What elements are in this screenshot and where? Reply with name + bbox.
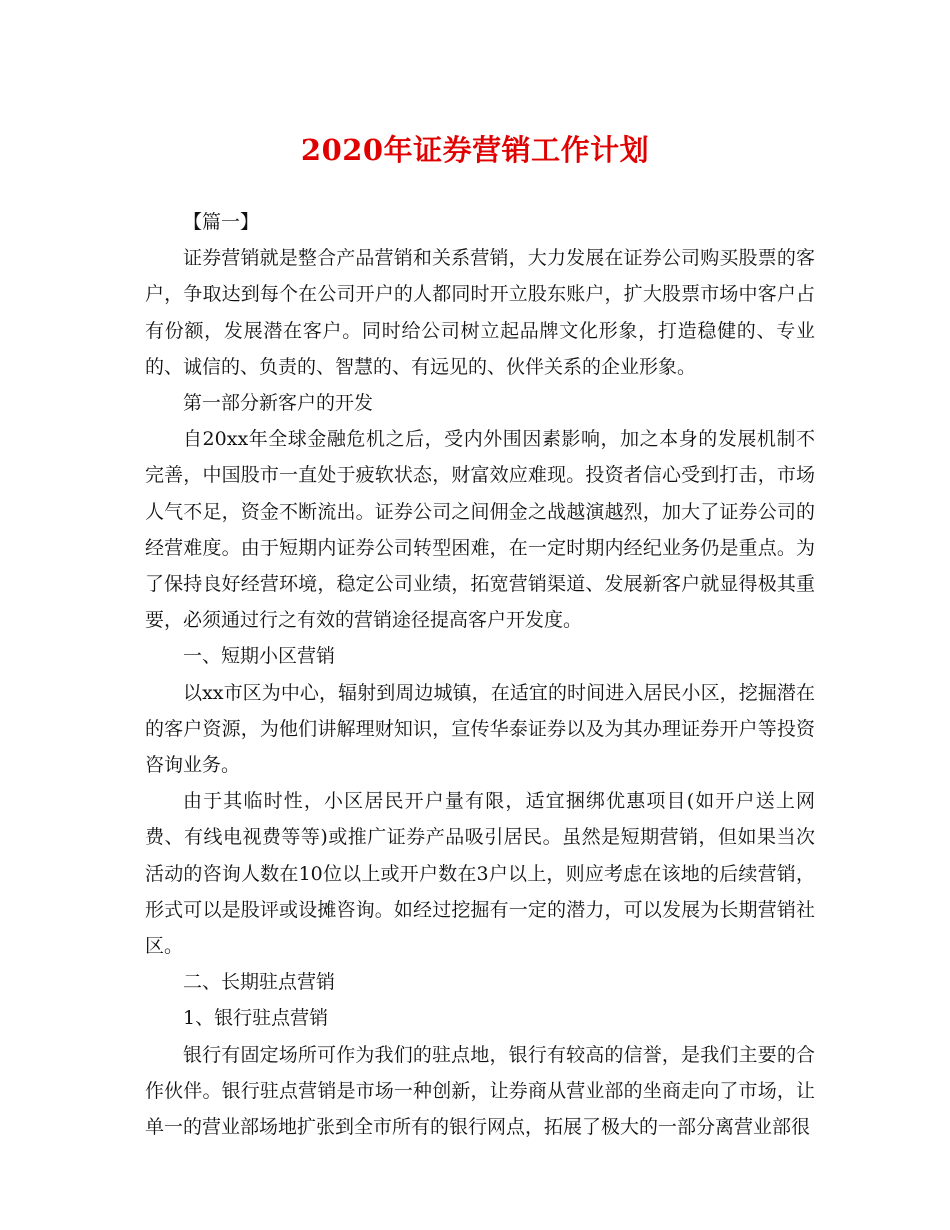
section-heading: 二、长期驻点营销 bbox=[183, 971, 336, 994]
document-body bbox=[145, 204, 815, 1145]
paragraph: 由于其临时性，小区居民开户量有限，适宜捆绑优惠项目(如开户送上网费、有线电视费等等)或推广证券产品吸引居民。虽然是短期营销，但如果当次活动的咨询人数在10位以上或开户数在3户以上，则应考虑在该地的后续营销，形式可以是股评或设摊咨询。如经过挖掘有一定的潜力，可以发展为长期营销社区。 bbox=[145, 790, 815, 958]
section-heading: 一、短期小区营销 bbox=[183, 645, 336, 668]
paragraph: 自20xx年全球金融危机之后，受内外围因素影响，加之本身的发展机制不完善，中国股市一直处于疲软状态，财富效应难现。投资者信心受到打击，市场人气不足，资金不断流出。证券公司之间佣金之战越演越烈，加大了证券公司的经营难度。由于短期内证券公司转型困难，在一定时期内经纪业务仍是重点。为了保持良好经营环境，稳定公司业绩，拓宽营销渠道、发展新客户就显得极其重要，必须通过行之有效的营销途径提高客户开发度。 bbox=[145, 428, 815, 632]
paragraph: 证券营销就是整合产品营销和关系营销，大力发展在证券公司购买股票的客户，争取达到每个在公司开户的人都同时开立股东账户，扩大股票市场中客户占有份额，发展潜在客户。同时给公司树立起品牌文化形象，打造稳健的、专业的、诚信的、负责的、智慧的、有远见的、伙伴关系的企业形象。 bbox=[145, 247, 815, 378]
section-label: 【篇一】 bbox=[183, 211, 260, 233]
paragraph: 银行有固定场所可作为我们的驻点地，银行有较高的信誉，是我们主要的合作伙伴。银行驻点营销是市场一种创新，让券商从营业部的坐商走向了市场，让单一的营业部场地扩张到全市所有的银行网点，拓展了极大的一部分离营业部很 bbox=[145, 1043, 815, 1139]
document-title: 2020年证券营销工作计划 bbox=[300, 133, 650, 167]
subsection-heading: 1、银行驻点营销 bbox=[183, 1007, 329, 1030]
section-heading: 第一部分新客户的开发 bbox=[183, 392, 374, 415]
paragraph: 以xx市区为中心，辐射到周边城镇，在适宜的时间进入居民小区，挖掘潜在的客户资源，为他们讲解理财知识，宣传华泰证券以及为其办理证券开户等投资咨询业务。 bbox=[145, 681, 815, 777]
